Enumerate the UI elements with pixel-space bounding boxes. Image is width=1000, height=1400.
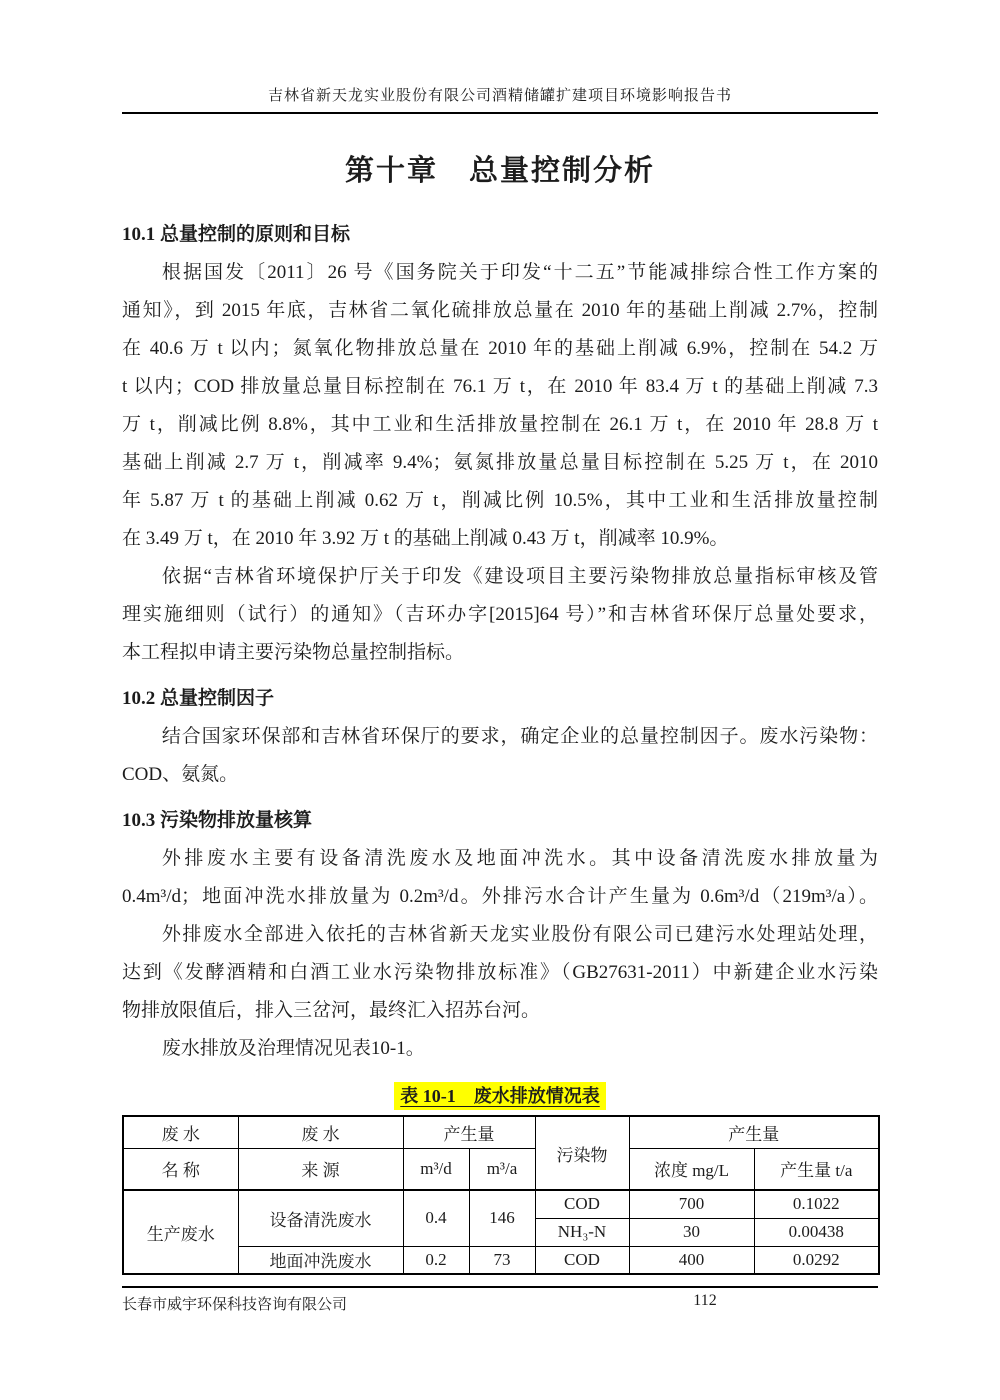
- cell-pollutant: COD: [535, 1190, 629, 1218]
- text-line: 外排废水全部进入依托的吉林省新天龙实业股份有限公司已建污水处理站处理，: [161, 924, 878, 945]
- header-cell-amount: 产生量 t/a: [754, 1148, 879, 1190]
- section-heading-10-3: 10.3 污染物排放量核算: [122, 810, 313, 831]
- table-row: [123, 1190, 879, 1218]
- text-line: 基础上削减 2.7 万 t，削减率 9.4%；氨氮排放量总量目标控制在 5.25 万 t，在 2010: [122, 452, 878, 473]
- header-cell-m3d: m³/d: [403, 1148, 469, 1190]
- section-10-1-paragraph-2: [122, 558, 878, 672]
- table-caption-highlight: 表 10-1 废水排放情况表: [394, 1082, 606, 1110]
- table-caption-row: [122, 1082, 878, 1111]
- text-line: 废水排放及治理情况见表10-1。: [161, 1038, 425, 1059]
- footer-company-name: 长春市威宇环保科技咨询有限公司: [122, 1297, 348, 1313]
- text-line: 依据“吉林省环境保护厅关于印发《建设项目主要污染物排放总量指标审核及管: [161, 566, 878, 587]
- text-line: 万 t，削减比例 8.8%，其中工业和生活排放量控制在 26.1 万 t，在 2010 年 28.8 万 t: [122, 414, 878, 435]
- header-cell-concentration: 浓度 mg/L: [629, 1148, 754, 1190]
- text-line: 外排废水主要有设备清洗废水及地面冲洗水。其中设备清洗废水排放量为: [161, 848, 878, 869]
- table-header-row-1: [123, 1116, 879, 1148]
- header-cell-pollutant: 污染物: [535, 1116, 629, 1190]
- header-cell-output-1: 产生量: [403, 1116, 535, 1148]
- wastewater-table: [122, 1115, 880, 1275]
- text-line: 根据国发〔2011〕26 号《国务院关于印发“十二五”节能减排综合性工作方案的: [161, 262, 878, 283]
- text-line: 年 5.87 万 t 的基础上削减 0.62 万 t，削减比例 10.5%，其中工业和生活排放量控制: [122, 490, 878, 511]
- section-10-3-paragraph-2: [122, 916, 878, 1030]
- text-line: 通知》，到 2015 年底，吉林省二氧化硫排放总量在 2010 年的基础上削减 2.7%，控制: [122, 300, 878, 321]
- page-content: [122, 0, 878, 1275]
- text-line: 在 3.49 万 t，在 2010 年 3.92 万 t 的基础上削减 0.43 万 t，削减率 10.9%。: [122, 528, 729, 549]
- cell-m3a: 73: [469, 1246, 535, 1274]
- section-heading-10-1: 10.1 总量控制的原则和目标: [122, 224, 351, 245]
- section-heading-10-2: 10.2 总量控制因子: [122, 688, 275, 709]
- text-line: 物排放限值后，排入三岔河，最终汇入招苏台河。: [122, 1000, 541, 1021]
- text-line: t 以内；COD 排放量总量目标控制在 76.1 万 t，在 2010 年 83.4 万 t 的基础上削减 7.3: [122, 376, 878, 397]
- report-header: [122, 0, 878, 114]
- cell-amount: 0.1022: [754, 1190, 879, 1218]
- text-line: 本工程拟申请主要污染物总量控制指标。: [122, 642, 465, 663]
- header-cell-wastewater-1: 废 水: [123, 1116, 238, 1148]
- header-cell-output-2: 产生量: [629, 1116, 879, 1148]
- cell-m3d: 0.2: [403, 1246, 469, 1274]
- text-line: 结合国家环保部和吉林省环保厅的要求，确定企业的总量控制因子。废水污染物：: [161, 726, 878, 747]
- text-line: COD、氨氮。: [122, 764, 239, 785]
- header-cell-wastewater-2: 废 水: [238, 1116, 403, 1148]
- table-header-row-2: [123, 1148, 879, 1190]
- chapter-title: 第十章 总量控制分析: [344, 155, 655, 187]
- text-line: 达到《发酵酒精和白酒工业水污染物排放标准》（GB27631-2011）中新建企业水污染: [122, 962, 878, 983]
- cell-pollutant: NH₃-N: [535, 1218, 629, 1246]
- text-line: 0.4m³/d；地面冲洗水排放量为 0.2m³/d。外排污水合计产生量为 0.6m³/d（219m³/a）。: [122, 886, 878, 907]
- section-10-2-paragraph-1: [122, 718, 878, 794]
- cell-concentration: 400: [629, 1246, 754, 1274]
- cell-concentration: 30: [629, 1218, 754, 1246]
- text-line: 理实施细则（试行）的通知》（吉环办字[2015]64 号）”和吉林省环保厅总量处要求，: [122, 604, 878, 625]
- header-cell-name: 名 称: [123, 1148, 238, 1190]
- section-10-1-paragraph-1: [122, 254, 878, 558]
- cell-amount: 0.0292: [754, 1246, 879, 1274]
- cell-m3d: 0.4: [403, 1190, 469, 1246]
- cell-source: 设备清洗废水: [238, 1190, 403, 1246]
- footer-page-number: 112: [693, 1292, 717, 1309]
- cell-pollutant: COD: [535, 1246, 629, 1274]
- header-cell-source: 来 源: [238, 1148, 403, 1190]
- header-cell-m3a: m³/a: [469, 1148, 535, 1190]
- cell-amount: 0.00438: [754, 1218, 879, 1246]
- section-10-3-paragraph-1: [122, 840, 878, 916]
- report-header-title: 吉林省新天龙实业股份有限公司酒精储罐扩建项目环境影响报告书: [267, 88, 732, 104]
- page-footer: [122, 1286, 878, 1313]
- cell-group-name: 生产废水: [123, 1190, 238, 1274]
- text-line: 在 40.6 万 t 以内；氮氧化物排放总量在 2010 年的基础上削减 6.9%，控制在 54.2 万: [122, 338, 878, 359]
- section-10-3-paragraph-3: [122, 1030, 878, 1068]
- cell-concentration: 700: [629, 1190, 754, 1218]
- cell-source: 地面冲洗废水: [238, 1246, 403, 1274]
- cell-m3a: 146: [469, 1190, 535, 1246]
